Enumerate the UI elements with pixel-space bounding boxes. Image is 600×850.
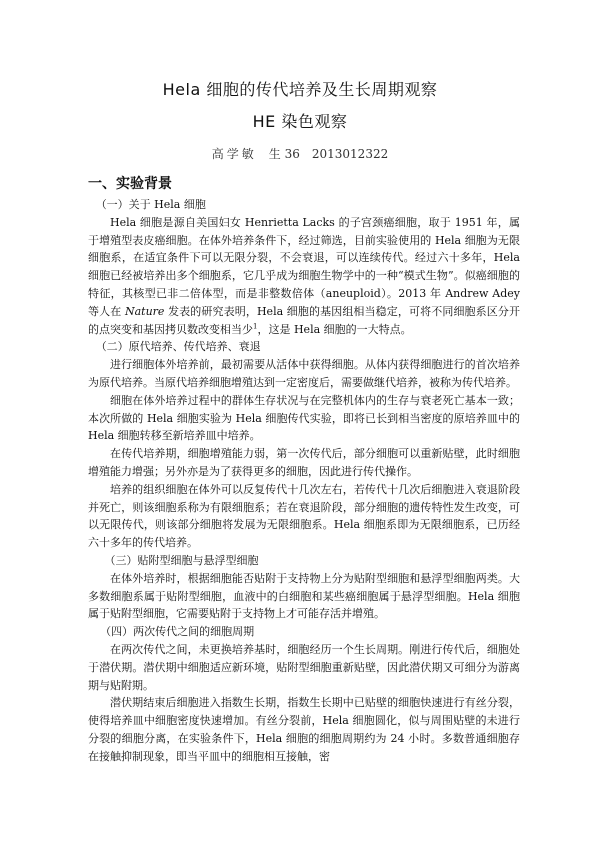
paragraph: 培养的组织细胞在体外可以反复传代十几次左右，若传代十几次后细胞进入衰退阶段并死亡，则该细胞系称为有限细胞系；若在衰退阶段，部分细胞的遗传特性发生改变，可以无限传代，则该部分细胞将发展为无限细胞系。Hela 细胞系即为无限细胞系，已历经六十多年的传代培养。 (88, 482, 520, 550)
paragraph-text: Hela 细胞是源自美国妇女 Henrietta Lacks 的子宫颈癌细胞，取于 1951 年，属于增殖型表皮癌细胞。在体外培养条件下，经过筛选，目前实验使用的 Hela 细胞为无限细胞系，在适宜条件下可以无限分裂，不会衰退，可以连续传代。经过六十多年，Hela 细胞已经被培养出多个细胞系，它几乎成为细胞生物学中的一种“模式生物”。似癌细胞的特征，其核型已非二倍体型，而是非整数倍体（aneuploid）。2013 年 Andrew Adey 等人在 (88, 215, 520, 318)
author-line (0, 146, 600, 162)
author-student-id: 2013012322 (311, 147, 389, 161)
paragraph-hela-intro (88, 214, 520, 339)
paragraph-text: ，这是 Hela 细胞的一大特点。 (257, 322, 412, 336)
journal-name: Nature (124, 304, 165, 318)
paragraph: 在体外培养时，根据细胞能否贴附于支持物上分为贴附型细胞和悬浮型细胞两类。大多数细胞系属于贴附型细胞，血液中的白细胞和某些癌细胞属于悬浮型细胞。Hela 细胞属于贴附型细胞，它需要贴附于支持物上才可能存活并增殖。 (88, 571, 520, 621)
paragraph-text: 发表的研究表明，Hela 细胞的基因组相当稳定，可将不同细胞系区分开的点突变和基因拷贝数改变相当少 (88, 304, 521, 336)
subsection-heading-2: （二）原代培养、传代培养、衰退 (95, 340, 261, 354)
footnote-ref: 1 (253, 321, 258, 330)
author-class: 生 36 (268, 147, 300, 161)
paragraph: 在两次传代之间，未更换培养基时，细胞经历一个生长周期。刚进行传代后，细胞处于潜伏期。潜伏期中细胞适应新环境，贴附型细胞重新贴壁，因此潜伏期又可细分为游离期与贴附期。 (88, 642, 520, 692)
paragraph: 进行细胞体外培养前，最初需要从活体中获得细胞。从体内获得细胞进行的首次培养为原代培养。当原代培养细胞增殖达到一定密度后，需要做继代培养，被称为传代培养。 (88, 358, 520, 389)
subsection-heading-3: （三）贴附型细胞与悬浮型细胞 (104, 553, 259, 567)
paragraph: 细胞在体外培养过程中的群体生存状况与在完整机体内的生存与衰老死亡基本一致；本次所做的 Hela 细胞实验为 Hela 细胞传代实验，即将已长到相当密度的原培养皿中的 Hela 细胞转移至新培养皿中培养。 (88, 393, 520, 443)
subsection-heading-4: （四）两次传代之间的细胞周期 (100, 625, 255, 639)
subsection-heading-1: （一）关于 Hela 细胞 (95, 198, 206, 211)
section-heading: 一、实验背景 (88, 176, 172, 192)
author-name: 高学敏 (211, 147, 257, 161)
paragraph: 潜伏期结束后细胞进入指数生长期，指数生长期中已贴壁的细胞快速进行有丝分裂，使得培养皿中细胞密度快速增加。有丝分裂前，Hela 细胞圆化，似与周围贴壁的未进行分裂的细胞分离，在实验条件下，Hela 细胞的细胞周期约为 24 小时。多数普通细胞存在接触抑制现象，即当平皿中的细胞相互接触，密 (88, 696, 520, 763)
body-text (88, 196, 520, 766)
paper-title: Hela 细胞的传代培养及生长周期观察 (162, 80, 438, 99)
paper-subtitle: HE 染色观察 (252, 112, 348, 131)
paragraph: 在传代培养期，细胞增殖能力弱，第一次传代后，部分细胞可以重新贴壁，此时细胞增殖能力增强；另外亦是为了获得更多的细胞，因此进行传代操作。 (88, 447, 520, 478)
